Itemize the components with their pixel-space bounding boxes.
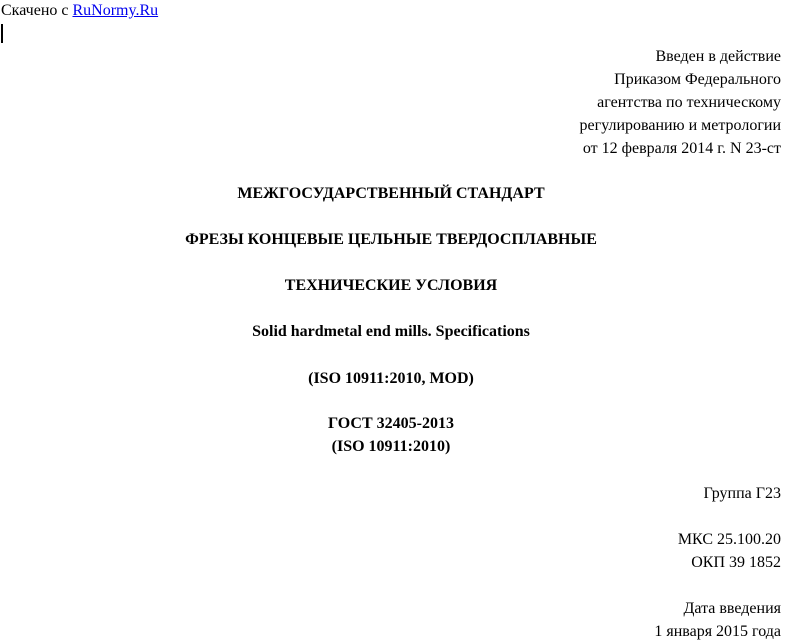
enactment-line: агентства по техническому <box>597 94 781 111</box>
gost-number: ГОСТ 32405-2013 <box>328 415 454 432</box>
runormy-link[interactable]: RuNormy.Ru <box>72 2 159 19</box>
iso-mod-reference: (ISO 10911:2010, MOD) <box>308 370 474 387</box>
text-cursor <box>1 24 3 43</box>
introduction-date: 1 января 2015 года <box>654 623 781 640</box>
standard-type-heading: МЕЖГОСУДАРСТВЕННЫЙ СТАНДАРТ <box>237 185 545 202</box>
group-code: Группа Г23 <box>703 485 781 502</box>
enactment-line: Приказом Федерального <box>614 71 781 88</box>
conditions-heading: ТЕХНИЧЕСКИЕ УСЛОВИЯ <box>284 277 498 294</box>
enactment-line: регулированию и метрологии <box>579 117 781 134</box>
enactment-line: Введен в действие <box>655 48 781 65</box>
subject-heading: ФРЕЗЫ КОНЦЕВЫЕ ЦЕЛЬНЫЕ ТВЕРДОСПЛАВНЫЕ <box>185 231 597 248</box>
english-title: Solid hardmetal end mills. Specifications <box>252 323 530 340</box>
group-block <box>703 482 781 505</box>
download-prefix: Скачено с <box>1 2 73 19</box>
mks-code: МКС 25.100.20 <box>677 531 781 548</box>
iso-reference: (ISO 10911:2010) <box>331 438 451 455</box>
download-source-line <box>1 1 158 20</box>
enactment-line: от 12 февраля 2014 г. N 23-ст <box>582 140 781 157</box>
enactment-block <box>580 45 781 160</box>
okp-code: ОКП 39 1852 <box>691 554 781 571</box>
introduction-date-block <box>654 597 781 643</box>
classification-block <box>678 528 781 574</box>
introduction-label: Дата введения <box>683 600 781 617</box>
